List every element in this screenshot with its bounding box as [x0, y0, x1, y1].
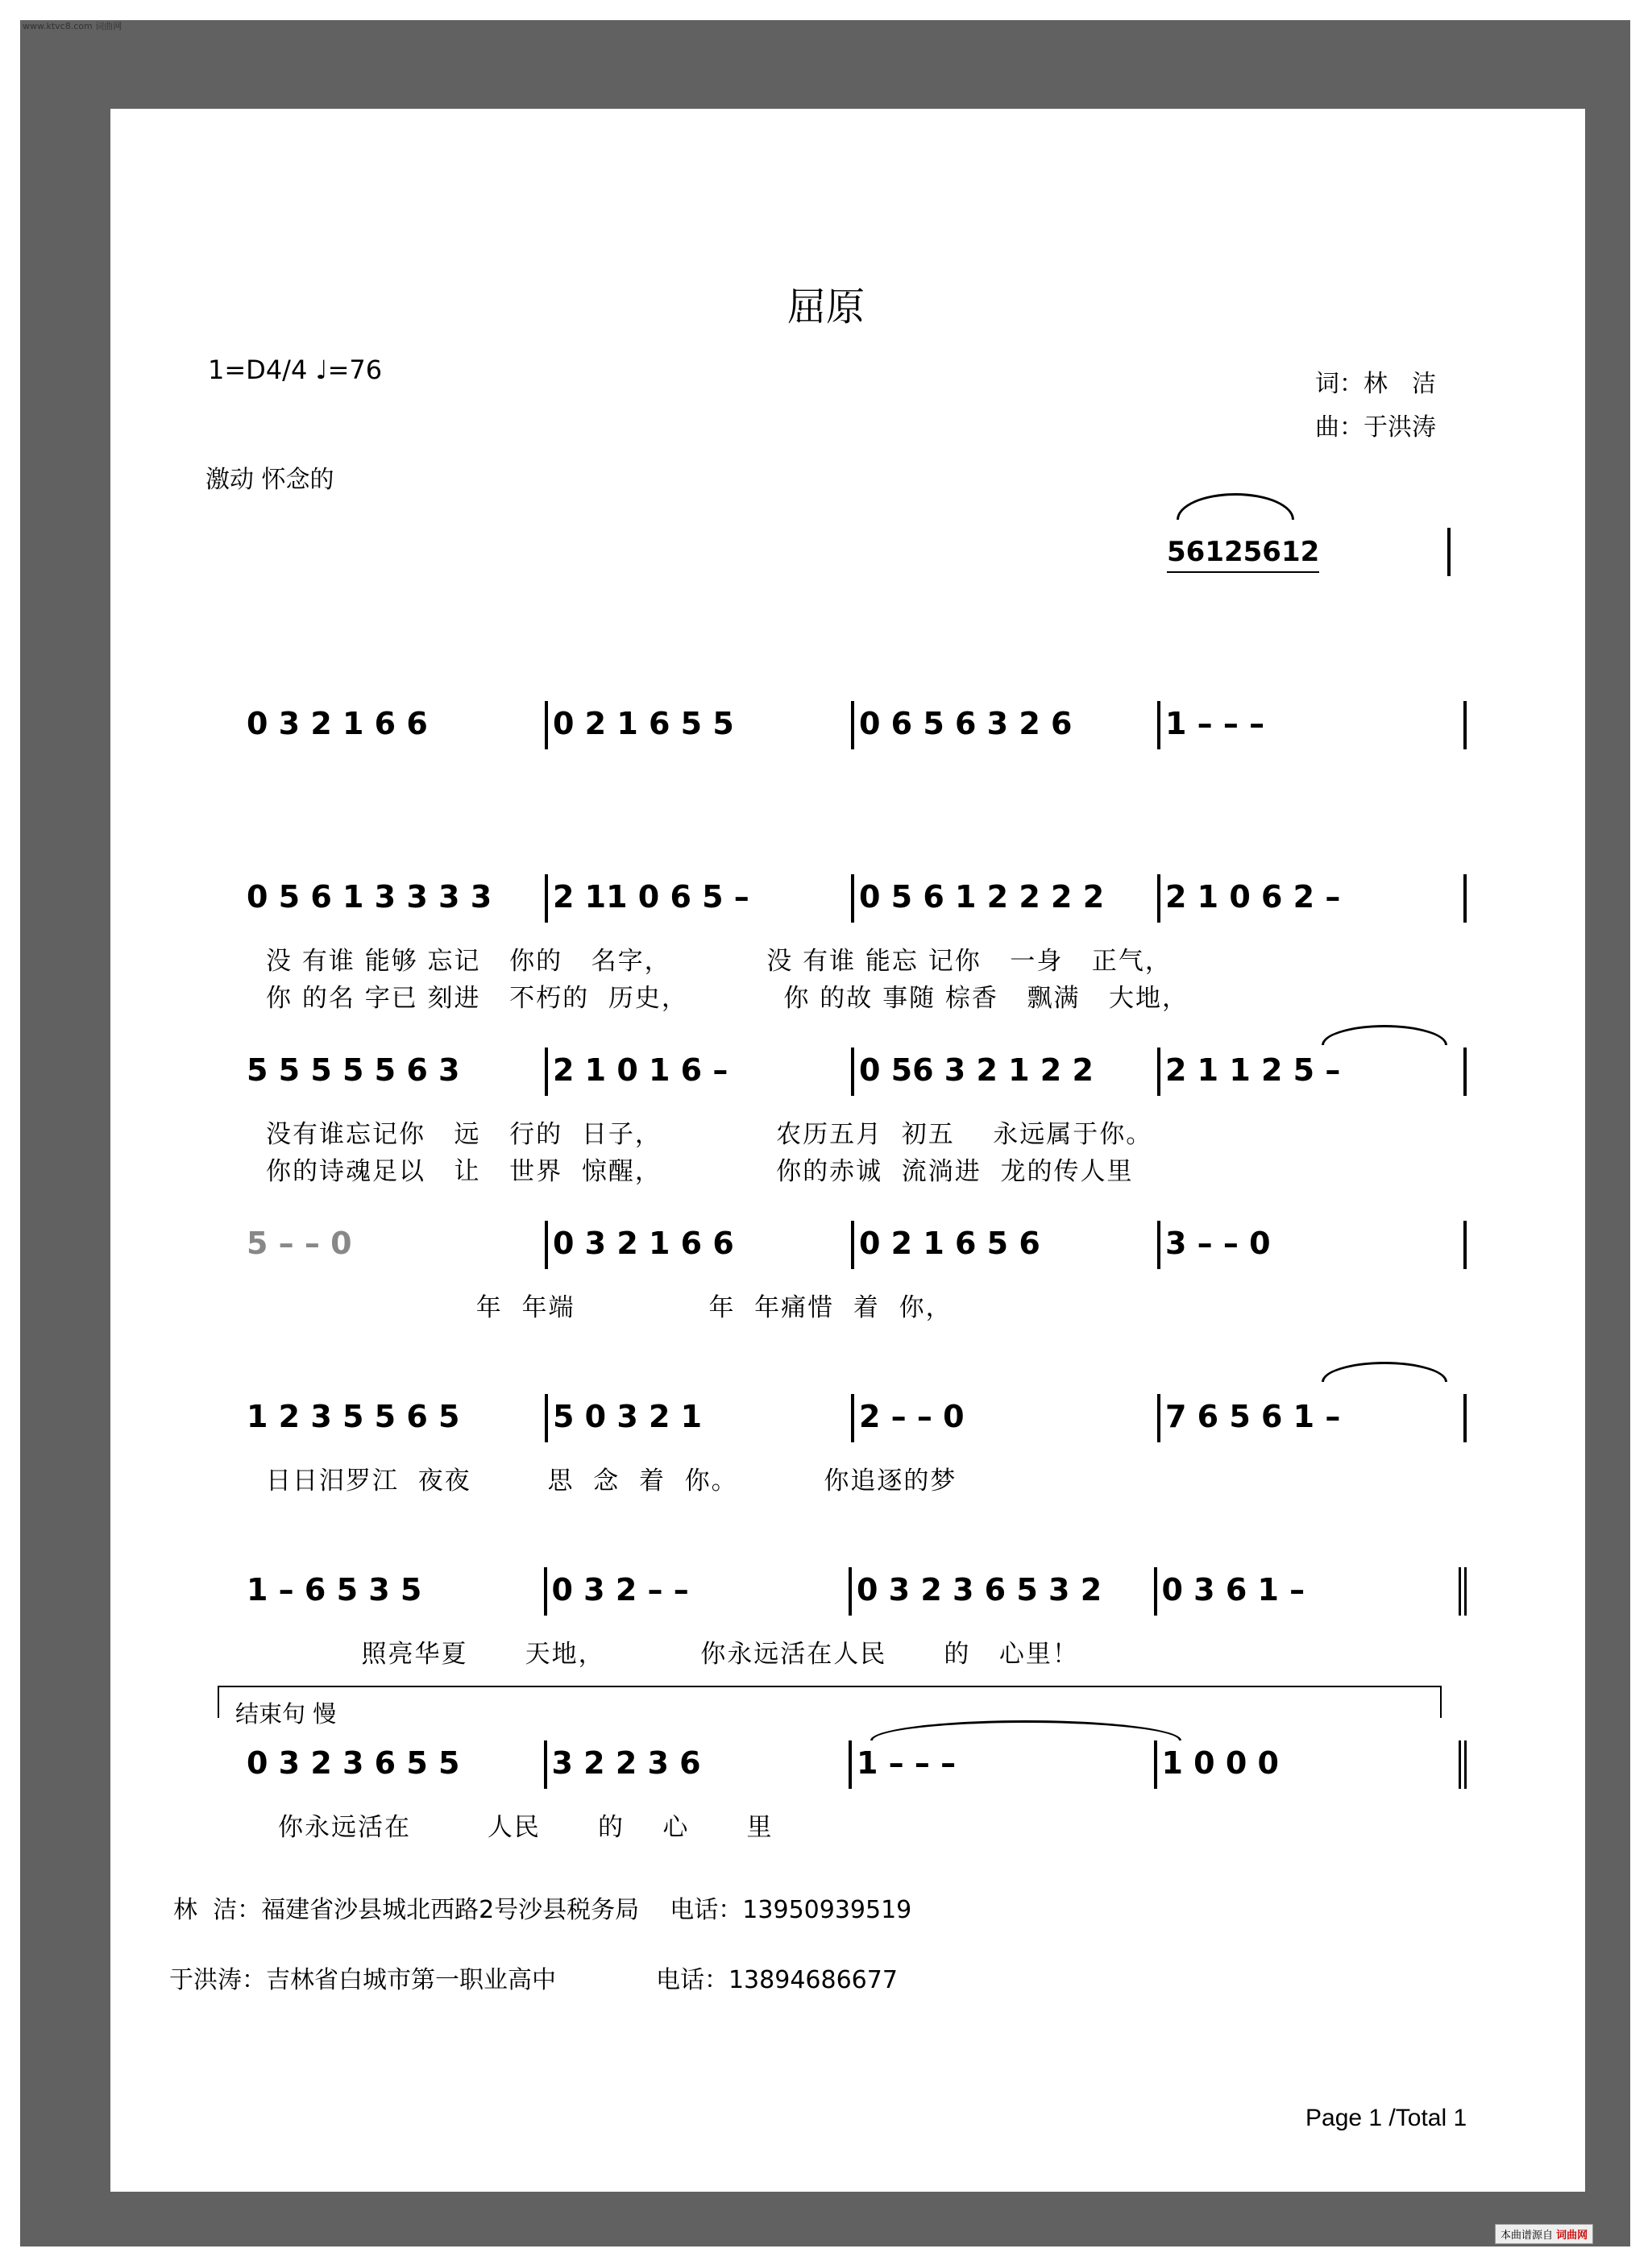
- measure: 1 – 6 5 3 5: [242, 1567, 547, 1616]
- key-tempo: 1=D4/4 ♩=76: [208, 355, 383, 385]
- measure: 1 – – –: [1160, 701, 1467, 749]
- measure: 1 – – –: [852, 1740, 1157, 1789]
- ending-label: 结束句 慢: [235, 1700, 337, 1728]
- staff-line-5: [242, 1394, 1467, 1442]
- measure: 0 3 6 1 –: [1157, 1567, 1467, 1616]
- source-badge-left: 本曲谱源自: [1500, 2230, 1554, 2242]
- measure: 0 3 2 3 6 5 5: [242, 1740, 547, 1789]
- staff-line-2: [242, 874, 1467, 923]
- lyricist: 词：林 洁: [1315, 370, 1436, 398]
- measure: 0 3 2 1 6 6: [242, 701, 548, 749]
- measure: 1 0 0 0: [1157, 1740, 1467, 1789]
- page-number: Page 1 /Total 1: [1305, 2105, 1467, 2131]
- intro-barline: [1447, 528, 1451, 576]
- measure: 2 11 0 6 5 –: [548, 874, 854, 923]
- source-badge-right: 词曲网: [1556, 2230, 1588, 2242]
- measure: 2 – – 0: [854, 1394, 1160, 1442]
- measure: 5 5 5 5 5 6 3: [242, 1048, 548, 1096]
- lyric-line: 日日汨罗江 夜夜 思 念 着 你。 你追逐的梦: [266, 1467, 957, 1496]
- measure: 0 3 2 3 6 5 3 2: [852, 1567, 1157, 1616]
- lyric-line: 没 有谁 能够 忘记 你的 名字， 没 有谁 能忘 记你 一身 正气，: [266, 947, 1172, 976]
- measure: 0 3 2 – –: [547, 1567, 853, 1616]
- measure: 7 6 5 6 1 –: [1160, 1394, 1467, 1442]
- lyric-line: 年 年端 年 年痛惜 着 你，: [266, 1293, 953, 1322]
- lyric-line: 你的诗魂足以 让 世界 惊醒， 你的赤诚 流淌进 龙的传人里: [266, 1157, 1134, 1186]
- lyric-line: 你永远活在 人民 的 心 里: [278, 1813, 774, 1842]
- source-badge[interactable]: [1495, 2224, 1593, 2244]
- staff-line-7: [242, 1740, 1467, 1789]
- composer: 曲：于洪涛: [1315, 413, 1436, 442]
- measure: 0 2 1 6 5 6: [854, 1221, 1160, 1269]
- lyric-line: 照亮华夏 天地， 你永远活在人民 的 心里！: [266, 1640, 1079, 1669]
- measure: 5 – – 0: [242, 1221, 548, 1269]
- measure: 0 56 3 2 1 2 2: [854, 1048, 1160, 1096]
- staff-line-6: [242, 1567, 1467, 1616]
- intro-notes: 56125612: [1167, 536, 1319, 573]
- measure: 3 2 2 3 6: [547, 1740, 853, 1789]
- measure: 0 5 6 1 2 2 2 2: [854, 874, 1160, 923]
- lyric-line: 你 的名 字已 刻进 不朽的 历史， 你 的故 事随 棕香 飘满 大地，: [266, 984, 1189, 1013]
- measure: 0 6 5 6 3 2 6: [854, 701, 1160, 749]
- measure: 5 0 3 2 1: [548, 1394, 854, 1442]
- measure: 1 2 3 5 5 6 5: [242, 1394, 548, 1442]
- credits: [1315, 363, 1436, 450]
- expression-mark: 激动 怀念的: [205, 466, 334, 494]
- contact-lyricist: 林 洁：福建省沙县城北西路2号沙县税务局 电话：13950939519: [173, 1896, 912, 1924]
- measure: 2 1 1 2 5 –: [1160, 1048, 1467, 1096]
- ending-bracket: [218, 1686, 1442, 1718]
- site-tag: www.ktvc8.com 词曲网: [23, 21, 122, 31]
- lyric-line: 没有谁忘记你 远 行的 日子， 农历五月 初五 永远属于你。: [266, 1120, 1153, 1149]
- song-title: 屈原: [787, 284, 865, 330]
- measure: 2 1 0 1 6 –: [548, 1048, 854, 1096]
- contact-composer: 于洪涛：吉林省白城市第一职业高中 电话：13894686677: [169, 1966, 898, 1994]
- measure: 2 1 0 6 2 –: [1160, 874, 1467, 923]
- measure: 0 2 1 6 5 5: [548, 701, 854, 749]
- staff-line-1: [242, 701, 1467, 749]
- measure: 0 3 2 1 6 6: [548, 1221, 854, 1269]
- staff-line-3: [242, 1048, 1467, 1096]
- staff-line-4: [242, 1221, 1467, 1269]
- measure: 3 – – 0: [1160, 1221, 1467, 1269]
- measure: 0 5 6 1 3 3 3 3: [242, 874, 548, 923]
